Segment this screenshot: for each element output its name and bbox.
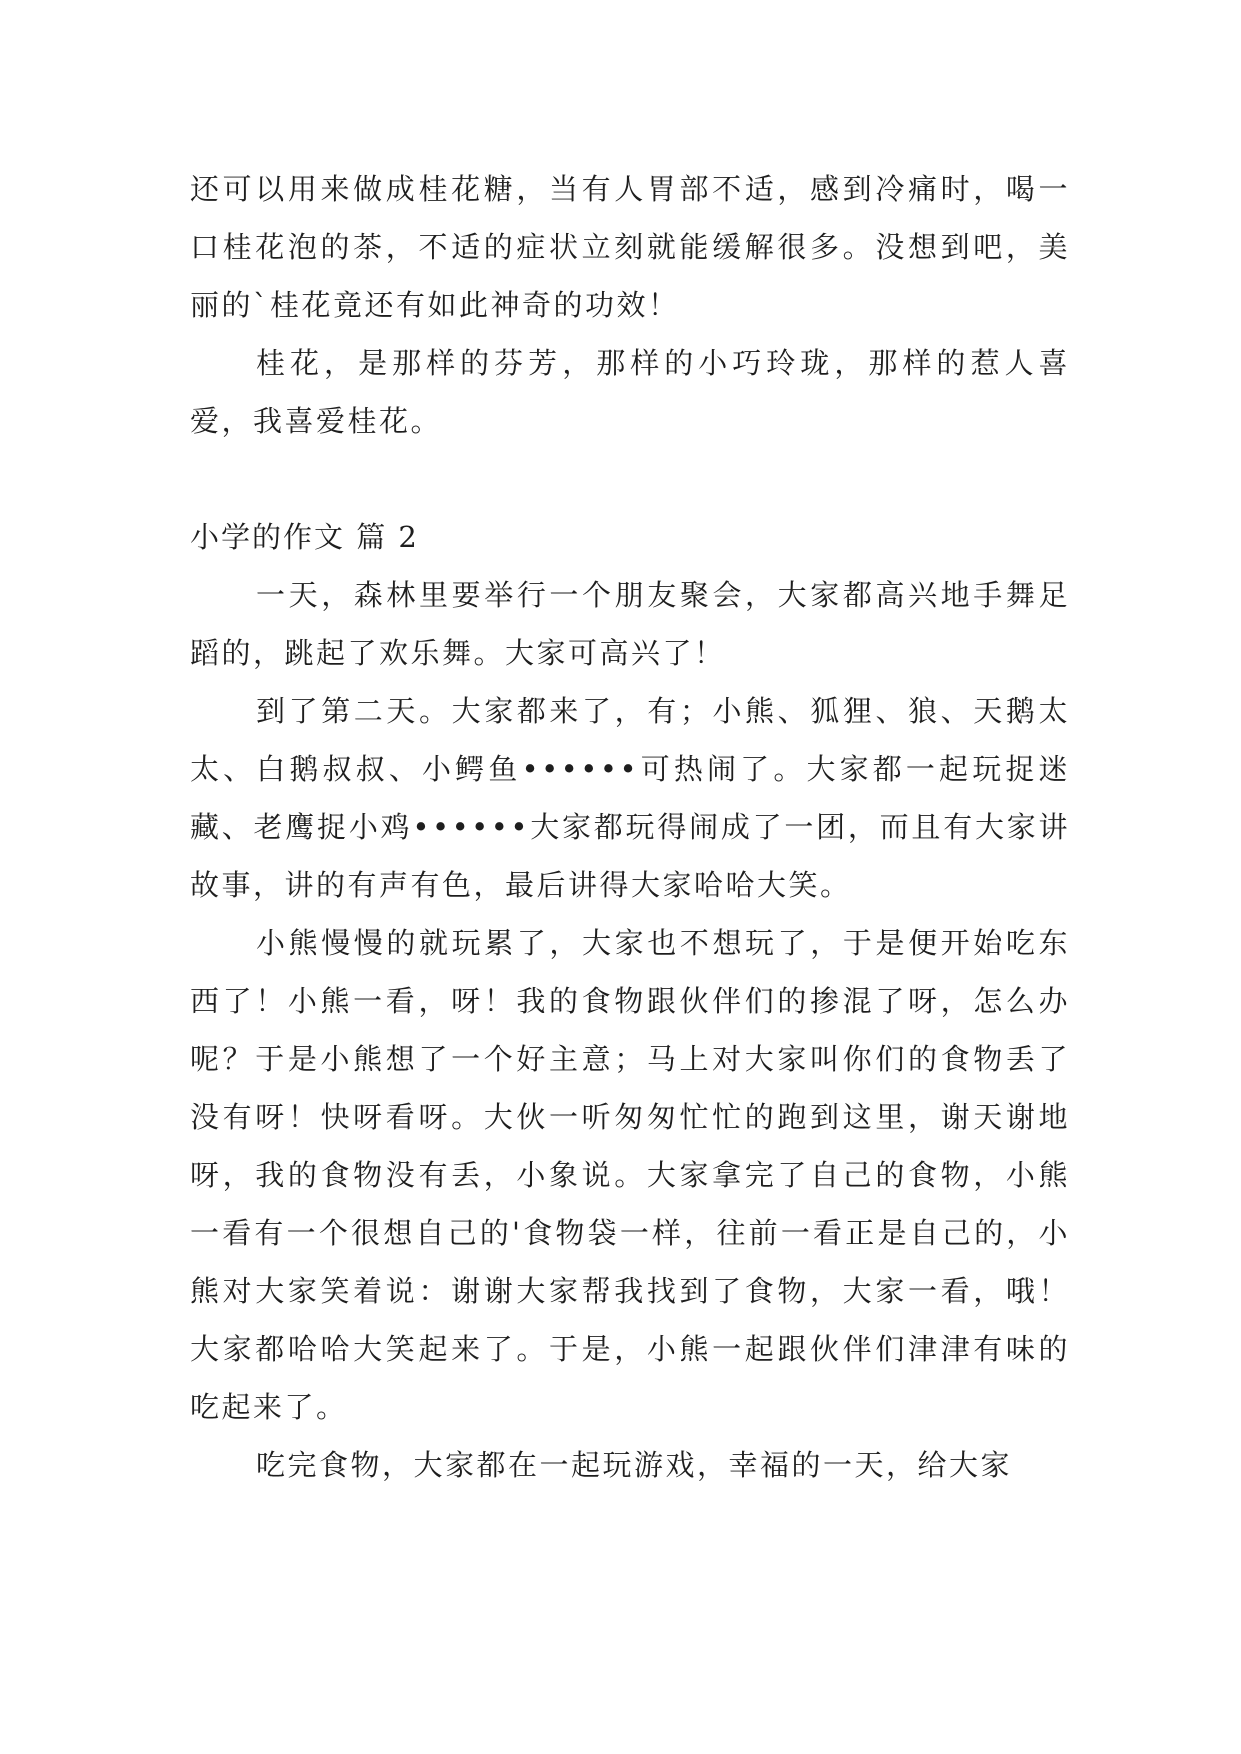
paragraph-osmanthus-conclusion: 桂花，是那样的芬芳，那样的小巧玲珑，那样的惹人喜爱，我喜爱桂花。: [190, 346, 1070, 438]
section-title: 小学的作文 篇 2: [190, 520, 419, 554]
paragraph-bear-food: 小熊慢慢的就玩累了，大家也不想玩了，于是便开始吃东西了！小熊一看，呀！我的食物跟伙伴们的掺混了呀，怎么办呢？于是小熊想了一个好主意；马上对大家叫你们的食物丢了没有呀！快呀看呀。大伙一听匆匆忙忙的跑到这里，谢天谢地呀，我的食物没有丢，小象说。大家拿完了自己的食物，小熊一看有一个很想自己的'食物袋一样，往前一看正是自己的，小熊对大家笑着说：谢谢大家帮我找到了食物，大家一看，哦！大家都哈哈大笑起来了。于是，小熊一起跟伙伴们津津有味的吃起来了。: [190, 926, 1070, 1424]
paragraph-forest-party: 一天，森林里要举行一个朋友聚会，大家都高兴地手舞足蹈的，跳起了欢乐舞。大家可高兴了！: [190, 578, 1070, 670]
paragraph-after-meal: 吃完食物，大家都在一起玩游戏，幸福的一天，给大家: [256, 1448, 1013, 1482]
paragraph-spacer: [190, 450, 1070, 508]
paragraph-osmanthus-uses: 还可以用来做成桂花糖，当有人胃部不适，感到冷痛时，喝一口桂花泡的茶，不适的症状立刻就能缓解很多。没想到吧，美丽的`桂花竟还有如此神奇的功效！: [190, 172, 1070, 322]
paragraph-second-day: 到了第二天。大家都来了，有；小熊、狐狸、狼、天鹅太太、白鹅叔叔、小鳄鱼••••••可热闹了。大家都一起玩捉迷藏、老鹰捉小鸡••••••大家都玩得闹成了一团，而且有大家讲故事，讲的有声有色，最后讲得大家哈哈大笑。: [190, 694, 1070, 902]
document-body: [190, 160, 1070, 1494]
